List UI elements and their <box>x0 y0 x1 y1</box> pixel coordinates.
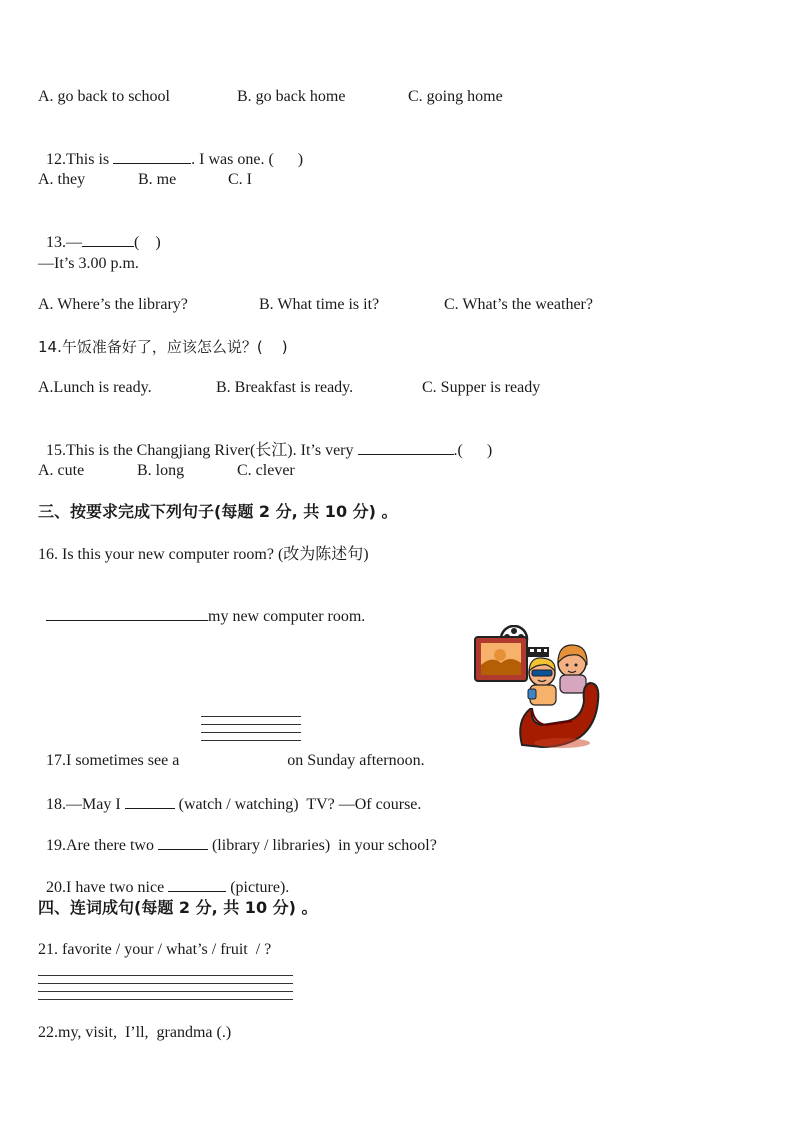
q13-answer: —It’s 3.00 p.m. <box>38 255 139 272</box>
question-21: 21. favorite / your / what’s / fruit / ? <box>38 941 272 958</box>
q16-answer-line <box>38 586 365 627</box>
q14-option-a: A.Lunch is ready. <box>38 379 152 396</box>
q17-blank-space <box>183 751 283 765</box>
question-13 <box>38 212 161 253</box>
q17-writing-lines[interactable] <box>201 716 301 741</box>
section-3-title: 三、按要求完成下列句子(每题 2 分, 共 10 分) 。 <box>38 502 398 521</box>
q13-blank[interactable] <box>82 232 134 247</box>
q12-option-c: C. I <box>228 171 252 188</box>
q19-blank[interactable] <box>158 835 208 850</box>
q12-text-end: . I was one. ( ) <box>191 151 304 168</box>
question-19 <box>38 815 437 856</box>
q20-text-start: 20.I have two nice <box>46 879 169 896</box>
q19-text-start: 19.Are there two <box>46 837 158 854</box>
q15-blank[interactable] <box>358 440 454 455</box>
q15-text-end: .( ) <box>453 442 493 459</box>
q12-text-start: 12.This is <box>46 151 114 168</box>
q11-option-c: C. going home <box>408 88 503 105</box>
q15-option-b: B. long <box>137 462 185 479</box>
q14-option-c: C. Supper is ready <box>422 379 541 396</box>
q11-option-b: B. go back home <box>237 88 346 105</box>
question-16: 16. Is this your new computer room? (改为陈述句) <box>38 546 369 563</box>
q20-text-end: (picture). <box>226 879 290 896</box>
q13-option-a: A. Where’s the library? <box>38 296 188 313</box>
q16-text-end: my new computer room. <box>208 608 366 625</box>
question-15 <box>38 420 492 461</box>
q13-text-start: 13.— <box>46 234 82 251</box>
q13-option-c: C. What’s the weather? <box>444 296 593 313</box>
question-20 <box>38 857 289 898</box>
q15-option-a: A. cute <box>38 462 85 479</box>
q17-text-end: on Sunday afternoon. <box>283 752 425 769</box>
q18-text-end: (watch / watching) TV? —Of course. <box>174 796 422 813</box>
q17-text-start: 17.I sometimes see a <box>46 752 184 769</box>
q14-option-b: B. Breakfast is ready. <box>216 379 354 396</box>
question-18 <box>38 774 421 815</box>
q12-blank[interactable] <box>113 149 191 164</box>
q11-option-a: A. go back to school <box>38 88 170 105</box>
q21-writing-lines[interactable] <box>38 975 293 1000</box>
q12-option-a: A. they <box>38 171 86 188</box>
q13-option-b: B. What time is it? <box>259 296 380 313</box>
section-4-title: 四、连词成句(每题 2 分, 共 10 分) 。 <box>38 898 318 917</box>
question-22: 22.my, visit, I’ll, grandma (.) <box>38 1024 232 1041</box>
q12-option-b: B. me <box>138 171 177 188</box>
question-12 <box>38 129 303 170</box>
kids-watching-film-illustration <box>472 625 602 750</box>
q13-text-end: ( ) <box>134 234 161 251</box>
q15-option-c: C. clever <box>237 462 295 479</box>
q18-text-start: 18.—May I <box>46 796 125 813</box>
q20-blank[interactable] <box>168 877 226 892</box>
question-14: 14.午饭准备好了，应该怎么说？( ) <box>38 338 288 356</box>
q16-blank[interactable] <box>46 606 208 621</box>
q15-text-start: 15.This is the Changjiang River(长江). It’s very <box>46 442 358 459</box>
q19-text-end: (library / libraries) in your school? <box>207 837 437 854</box>
q18-blank[interactable] <box>125 794 175 809</box>
